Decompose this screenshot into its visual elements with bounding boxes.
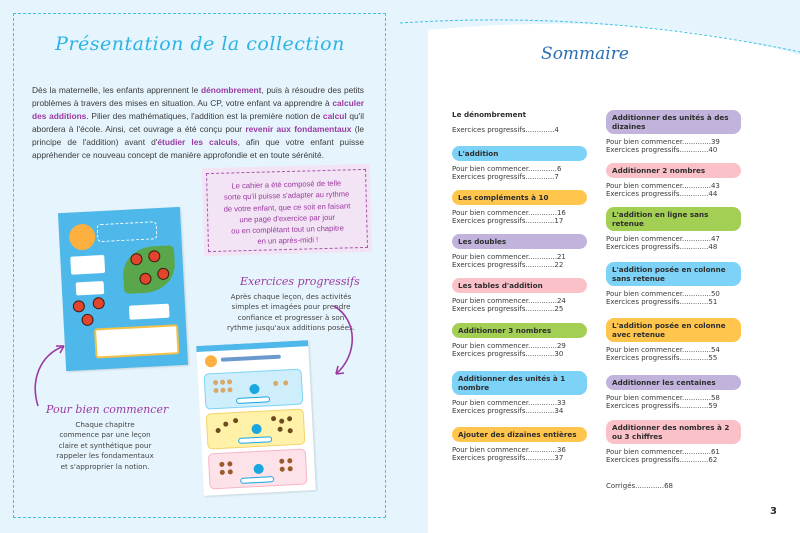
intro-text: qu'il abordera à l'école. Ainsi, cet ouvrage a été conçu pour [32,111,364,134]
exercices-progressifs-text: Après chaque leçon, des activités simples et imagées pour prendre confiance et progresser à son rythme jusqu'aux additions posées. [226,292,356,333]
toc-section[interactable] [606,318,741,363]
toc-entry[interactable]: Pour bien commencer.............54 [606,346,720,354]
toc-section[interactable] [606,163,741,199]
page-title: Sommaire [541,44,629,64]
toc-section-title[interactable]: L'addition posée en colonne sans retenue [606,262,741,286]
toc-entry[interactable]: Pour bien commencer.............36 [452,446,566,454]
toc-section[interactable] [606,207,741,252]
toc-section-title[interactable]: Ajouter des dizaines entières [452,427,587,442]
toc-entry[interactable]: Exercices progressifs.............51 [606,298,718,307]
toc-entry[interactable]: Pour bien commencer.............50 [606,290,720,298]
toc-entry[interactable]: Pour bien commencer.............33 [452,399,566,407]
toc-entry[interactable]: Pour bien commencer.............6 [452,165,562,173]
toc-section-title[interactable]: Additionner des unités à 1 nombre [452,371,587,395]
ladybug-icon [92,297,105,310]
toc-entry[interactable]: Pour bien commencer.............16 [452,209,566,217]
plus-icon [249,384,260,395]
toc-section-title[interactable]: Les compléments à 10 [452,190,587,205]
toc-entry[interactable]: Exercices progressifs.............40 [606,146,718,155]
corriges-entry[interactable]: Corrigés.............68 [606,482,673,490]
toc-entry[interactable]: Exercices progressifs.............30 [452,350,564,359]
toc-section[interactable] [452,234,587,270]
toc-section[interactable] [606,262,741,307]
intro-paragraph [32,84,364,162]
ladybug-icon [81,314,94,327]
toc-section-title[interactable]: Additionner des nombres à 2 ou 3 chiffres [606,420,741,444]
badge-icon [69,223,96,250]
toc-section-title[interactable]: Les doubles [452,234,587,249]
toc-entry[interactable]: Exercices progressifs.............7 [452,173,559,182]
page-number: 3 [770,506,777,517]
curved-arrow-icon [30,340,70,410]
toc-entry[interactable]: Exercices progressifs.............48 [606,243,718,252]
toc-entry[interactable]: Exercices progressifs.............25 [452,305,564,314]
toc-entry[interactable]: Exercices progressifs.............34 [452,407,564,416]
intro-text: , afin que votre enfant puisse appréhender ce nouveau concept de manière approfondie et en toute sérénité. [32,137,364,160]
plus-icon [251,424,262,435]
page-title: Présentation de la collection [55,33,345,55]
toc-entry[interactable]: Exercices progressifs.............59 [606,402,718,411]
toc-section-title[interactable]: L'addition en ligne sans retenue [606,207,741,231]
highlighted-term: revenir aux fondamentaux [245,124,352,134]
toc-entry[interactable]: Pour bien commencer.............29 [452,342,566,350]
exercise-page-image [196,340,316,496]
intro-text: , puis à résoudre des petits problèmes à travers des mises en situation. Au CP, votre enfant va apprendre à [32,85,364,108]
toc-section-title[interactable]: Additionner des unités à des dizaines [606,110,741,134]
highlighted-term: calculer des additions [32,98,364,121]
toc-section[interactable] [606,420,741,465]
toc-section-title[interactable]: Additionner les centaines [606,375,741,390]
toc-entry[interactable]: Pour bien commencer.............21 [452,253,566,261]
toc-section-title[interactable]: Additionner 2 nombres [606,163,741,178]
toc-section[interactable] [452,190,587,226]
right-page [400,0,800,533]
toc-section-title[interactable]: L'addition [452,146,587,161]
toc-entry[interactable]: Pour bien commencer.............47 [606,235,720,243]
exercices-progressifs-label: Exercices progressifs [240,275,360,288]
intro-text: . Pilier des mathématiques, l'addition est la première notion de [86,111,323,121]
toc-section-title[interactable]: Les tables d'addition [452,278,587,293]
toc-entry[interactable]: Pour bien commencer.............58 [606,394,720,402]
toc-entry[interactable]: Exercices progressifs.............4 [452,126,559,134]
highlighted-term: étudier les calculs [157,137,238,147]
toc-section[interactable] [452,278,587,314]
toc-section[interactable] [606,110,741,155]
toc-entry[interactable]: Pour bien commencer.............39 [606,138,720,146]
toc-entry[interactable]: Pour bien commencer.............24 [452,297,566,305]
curved-arrow-icon [328,300,368,380]
toc-entry[interactable]: Exercices progressifs.............44 [606,190,718,199]
pour-bien-commencer-label: Pour bien commencer [46,403,169,416]
plus-icon [253,464,264,475]
ladybug-icon [73,300,86,313]
intro-text: (le principe de l'addition) avant d' [32,124,365,147]
toc-entry[interactable]: Exercices progressifs.............62 [606,456,718,465]
toc-entry[interactable]: Exercices progressifs.............17 [452,217,564,226]
toc-entry[interactable]: Exercices progressifs.............55 [606,354,718,363]
highlighted-term: calcul [322,111,347,121]
toc-entry[interactable]: Pour bien commencer.............43 [606,182,720,190]
toc-section-title[interactable]: L'addition posée en colonne avec retenue [606,318,741,342]
badge-icon [205,355,218,368]
toc-entry[interactable]: Exercices progressifs.............22 [452,261,564,270]
toc-section[interactable] [452,371,587,416]
highlighted-term: dénombrement [200,85,262,95]
toc-section[interactable] [606,375,741,411]
toc-section-title[interactable]: Additionner 3 nombres [452,323,587,338]
toc-section[interactable] [452,108,587,134]
toc-section[interactable] [452,323,587,359]
toc-section[interactable] [452,146,587,182]
pour-bien-commencer-text: Chaque chapitre commence par une leçon claire et synthétique pour rappeler les fondamentaux et s'approprier la notion. [56,420,154,471]
toc-entry[interactable]: Pour bien commencer.............61 [606,448,720,456]
toc-entry[interactable]: Exercices progressifs.............37 [452,454,564,463]
toc-section-title[interactable]: Le dénombrement [452,110,527,119]
toc-section[interactable] [452,427,587,463]
lesson-page-image [58,207,188,371]
note-box [202,164,372,256]
note-text: Le cahier a été composé de telle sorte qu'il puisse s'adapter au rythme de votre enfant, que ce soit en faisant une page d'exercice par jour ou en complétant tout un chapitre en un après-midi ! [223,178,351,247]
intro-text: Dès la maternelle, les enfants apprennent le [32,85,201,95]
